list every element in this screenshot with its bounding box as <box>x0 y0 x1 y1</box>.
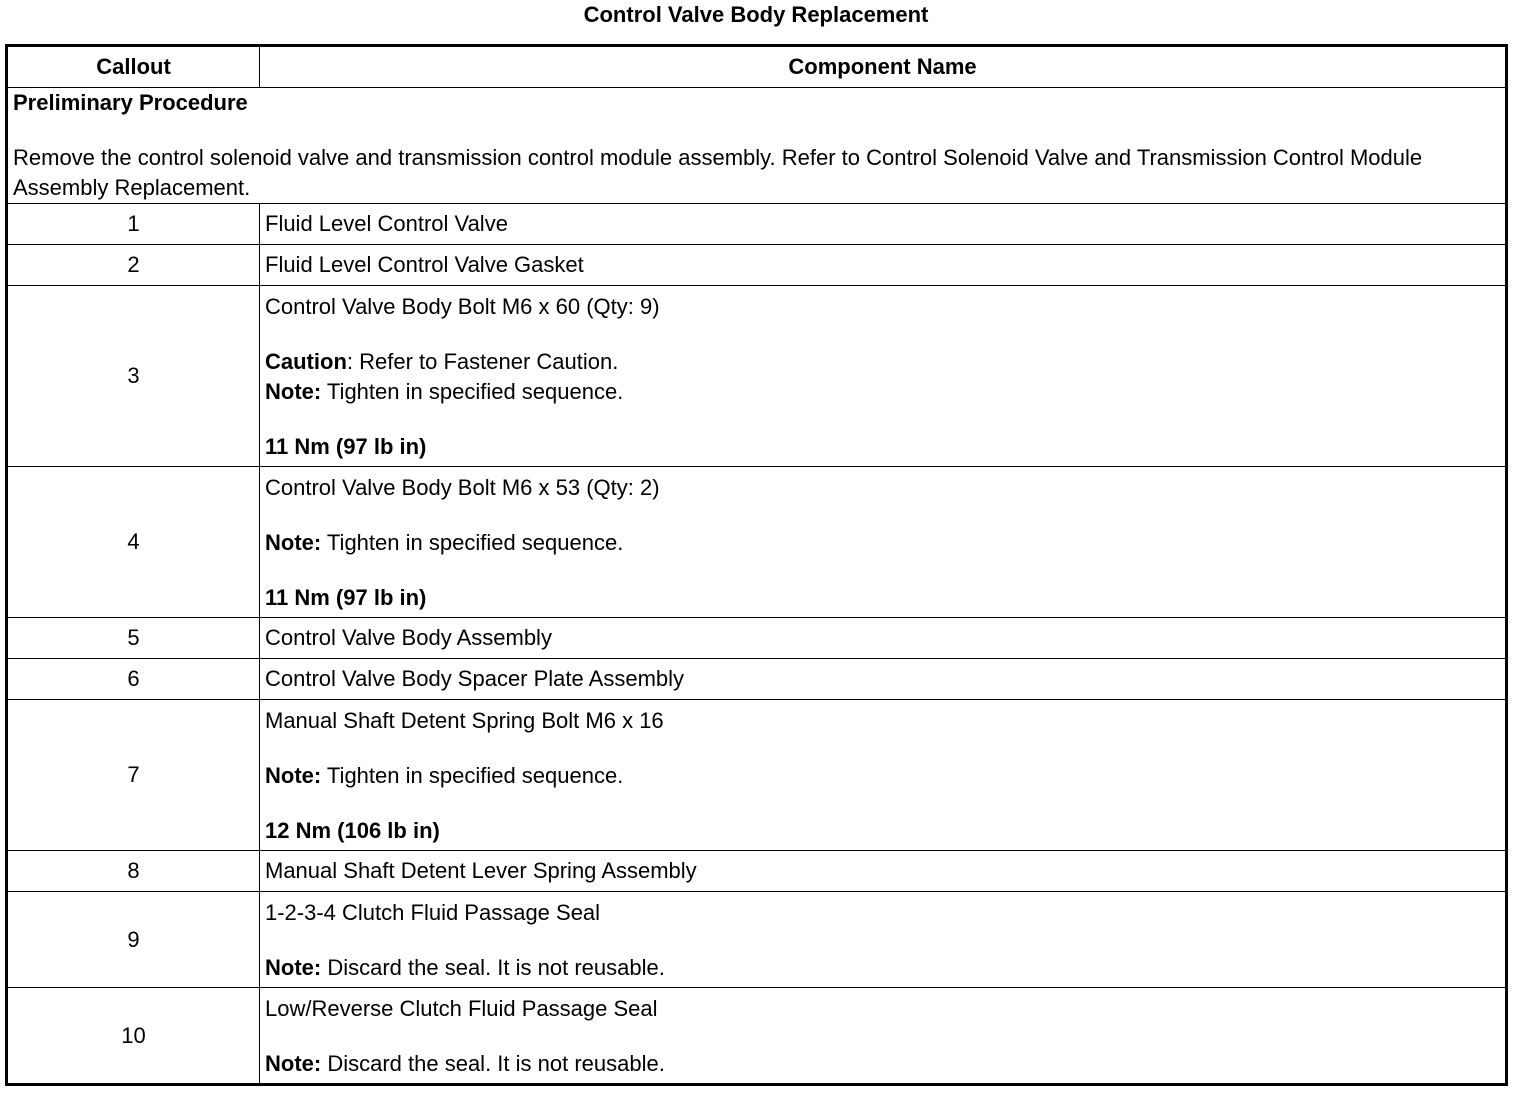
component-name: Fluid Level Control Valve <box>260 204 1507 245</box>
preliminary-procedure-cell <box>7 88 1507 204</box>
preliminary-procedure-text: Remove the control solenoid valve and transmission control module assembly. Refer to Control Solenoid Valve and Transmission Control Module Assembly Replacement. <box>13 145 1423 200</box>
callout-number: 9 <box>7 892 260 988</box>
component-name: 1-2-3-4 Clutch Fluid Passage Seal <box>265 900 601 925</box>
callout-number: 2 <box>7 245 260 286</box>
note-text: Tighten in specified sequence. <box>321 763 624 788</box>
callout-number: 10 <box>7 988 260 1085</box>
note-label: Note: <box>265 379 322 404</box>
page-title: Control Valve Body Replacement <box>583 2 929 27</box>
table-row <box>7 467 1507 618</box>
component-cell <box>260 467 1507 618</box>
note-text: Tighten in specified sequence. <box>321 530 624 555</box>
caution-label: Caution <box>265 349 347 374</box>
preliminary-procedure-heading: Preliminary Procedure <box>13 90 248 115</box>
callout-number: 6 <box>7 659 260 700</box>
torque-spec: 12 Nm (106 lb in) <box>265 818 440 843</box>
component-name: Control Valve Body Bolt M6 x 60 (Qty: 9) <box>265 294 660 319</box>
note-text: Discard the seal. It is not reusable. <box>321 1051 665 1076</box>
component-cell <box>260 892 1507 988</box>
note-label: Note: <box>265 763 322 788</box>
table-row <box>7 618 1507 659</box>
note-label: Note: <box>265 955 322 980</box>
component-cell <box>260 988 1507 1085</box>
note-line <box>265 377 1500 407</box>
table-row <box>7 988 1507 1085</box>
torque-spec: 11 Nm (97 lb in) <box>265 585 427 610</box>
note-label: Note: <box>265 530 322 555</box>
table-row <box>7 286 1507 467</box>
component-name: Control Valve Body Assembly <box>260 618 1507 659</box>
note-text: Tighten in specified sequence. <box>321 379 624 404</box>
callout-number: 7 <box>7 700 260 851</box>
table-row <box>7 245 1507 286</box>
callout-number: 4 <box>7 467 260 618</box>
component-name: Manual Shaft Detent Spring Bolt M6 x 16 <box>265 708 664 733</box>
table-row <box>7 851 1507 892</box>
callout-column-header: Callout <box>7 46 260 88</box>
table-row <box>7 204 1507 245</box>
component-cell <box>260 700 1507 851</box>
callout-number: 5 <box>7 618 260 659</box>
note-label: Note: <box>265 1051 322 1076</box>
component-name: Fluid Level Control Valve Gasket <box>260 245 1507 286</box>
component-name: Control Valve Body Spacer Plate Assembly <box>260 659 1507 700</box>
note-text: Discard the seal. It is not reusable. <box>321 955 665 980</box>
preliminary-procedure-row <box>7 88 1507 204</box>
component-name: Control Valve Body Bolt M6 x 53 (Qty: 2) <box>265 475 660 500</box>
table-row <box>7 700 1507 851</box>
component-cell <box>260 286 1507 467</box>
note-line <box>265 761 1500 791</box>
caution-text: : Refer to Fastener Caution. <box>346 349 619 374</box>
component-table <box>5 44 1508 1086</box>
component-name: Low/Reverse Clutch Fluid Passage Seal <box>265 996 658 1021</box>
note-line <box>265 953 1500 983</box>
note-line <box>265 528 1500 558</box>
table-row <box>7 659 1507 700</box>
table-header-row <box>7 46 1507 88</box>
component-name: Manual Shaft Detent Lever Spring Assembly <box>260 851 1507 892</box>
caution-line <box>265 347 1500 377</box>
callout-number: 3 <box>7 286 260 467</box>
callout-number: 8 <box>7 851 260 892</box>
component-name-column-header: Component Name <box>260 46 1507 88</box>
torque-spec: 11 Nm (97 lb in) <box>265 434 427 459</box>
callout-number: 1 <box>7 204 260 245</box>
note-line <box>265 1049 1500 1079</box>
table-row <box>7 892 1507 988</box>
